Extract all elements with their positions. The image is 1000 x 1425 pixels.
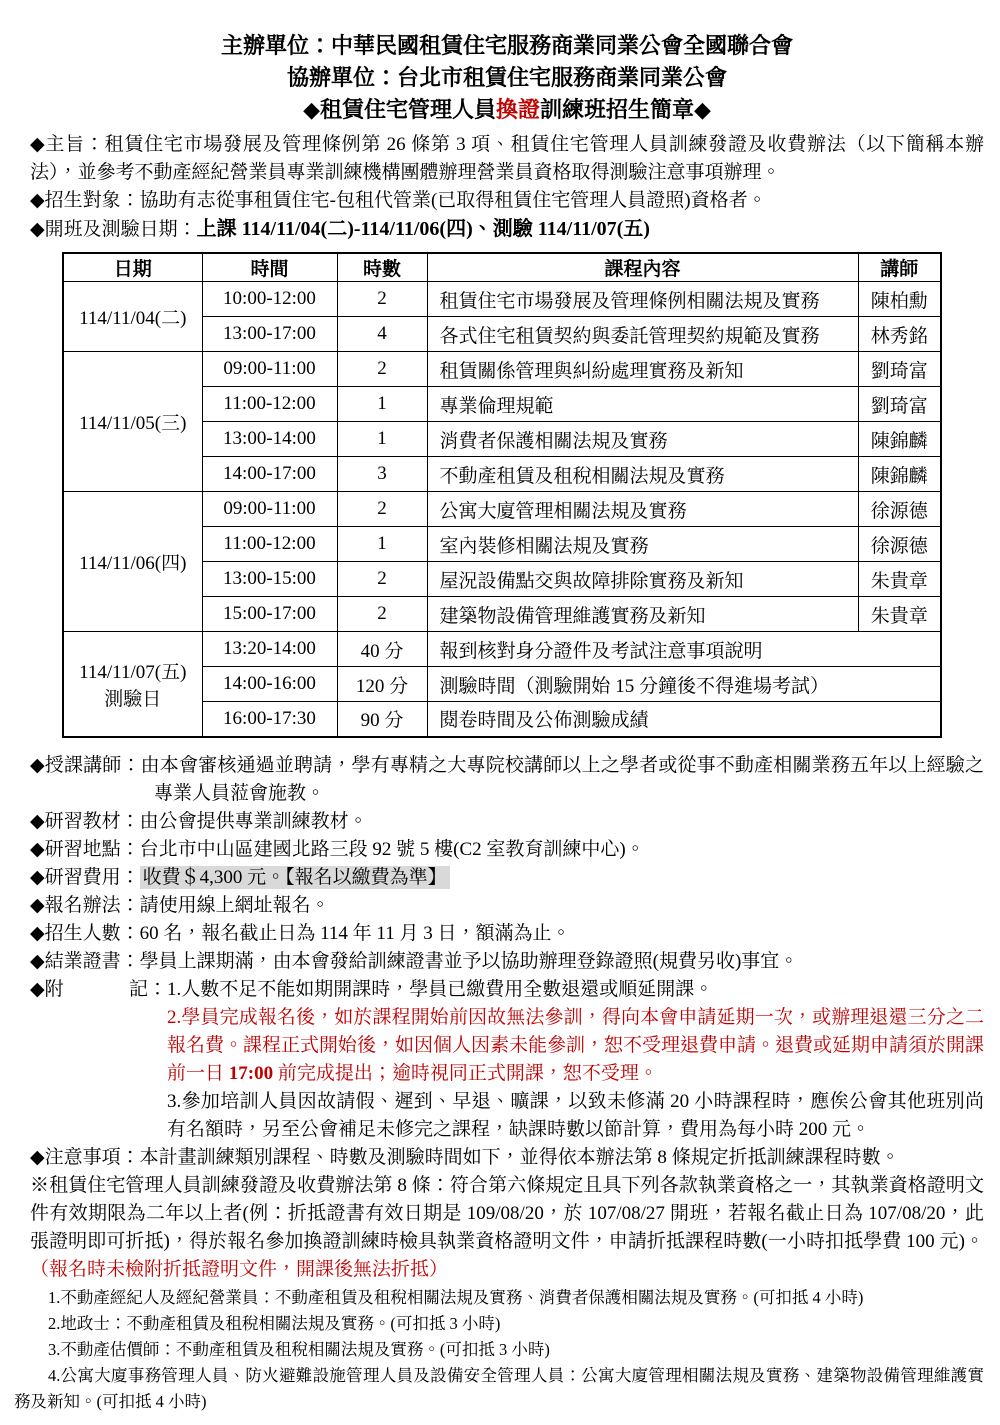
note-item-2-text: 2.學員完成報名後，如於課程開始前因故無法參訓，得向本會申請延期一次，或辦理退還三分之二報名費。課程正式開始後，如因個人因素未能參訓，恕不受理退費申請。退費或延期申請須於開課前一日 xyxy=(167,1006,985,1084)
content-cell: 不動產租賃及租稅相關法規及實務 xyxy=(427,457,858,492)
registration-paragraph: ◆報名辦法：請使用線上網址報名。 xyxy=(30,894,330,916)
notice-title-highlight: 換證 xyxy=(495,97,540,122)
time-cell: 09:00-11:00 xyxy=(202,352,337,387)
lecturer-cell: 陳錦麟 xyxy=(858,457,941,492)
hours-cell: 2 xyxy=(337,282,427,317)
notice-title xyxy=(30,94,984,126)
notes-body xyxy=(167,976,984,1144)
time-cell: 11:00-12:00 xyxy=(202,527,337,562)
organizer-line: 主辦單位：中華民國租賃住宅服務商業同業公會全國聯合會 xyxy=(220,33,793,58)
table-row xyxy=(63,352,941,387)
content-cell: 租賃住宅市場發展及管理條例相關法規及實務 xyxy=(427,282,858,317)
content-cell: 報到核對身分證件及考試注意事項說明 xyxy=(427,632,941,667)
time-cell: 09:00-11:00 xyxy=(202,492,337,527)
content-cell: 專業倫理規範 xyxy=(427,387,858,422)
content-cell: 公寓大廈管理相關法規及實務 xyxy=(427,492,858,527)
note-item-3: 3.參加培訓人員因故請假、遲到、早退、曠課，以致未修滿 20 小時課程時，應俟公會其他班別尚有名額時，另至公會補足未修完之課程，缺課時數以節計算，費用為每小時 200 元。 xyxy=(167,1090,984,1140)
schedule-dates: 上課 114/11/04(二)-114/11/06(四)、測驗 114/11/07(五) xyxy=(196,218,650,240)
lecturer-cell: 徐源德 xyxy=(858,527,941,562)
course-schedule-table xyxy=(62,252,942,738)
note-item-2-deadline: 17:00 xyxy=(228,1062,274,1084)
hours-cell: 4 xyxy=(337,317,427,352)
table-row xyxy=(63,492,941,527)
date-cell: 114/11/05(三) xyxy=(63,352,202,492)
schedule-paragraph xyxy=(30,215,984,244)
fee-highlight: 收費＄4,300 元。【報名以繳費為準】 xyxy=(140,866,450,889)
content-cell: 租賃關係管理與糾紛處理實務及新知 xyxy=(427,352,858,387)
lecturer-cell: 劉琦富 xyxy=(858,387,941,422)
notes-label-right: 記： xyxy=(128,978,167,1000)
col-header-hours: 時數 xyxy=(337,253,427,282)
content-cell: 各式住宅租賃契約與委託管理契約規範及實務 xyxy=(427,317,858,352)
date-cell: 114/11/06(四) xyxy=(63,492,202,632)
hours-cell: 40 分 xyxy=(337,632,427,667)
exam-date: 114/11/07(五) xyxy=(79,661,187,683)
content-cell: 室內裝修相關法規及實務 xyxy=(427,527,858,562)
content-cell: 閱卷時間及公佈測驗成績 xyxy=(427,702,941,737)
lecturer-cell: 陳錦麟 xyxy=(858,422,941,457)
col-header-date: 日期 xyxy=(63,253,202,282)
materials-paragraph: ◆研習教材：由公會提供專業訓練教材。 xyxy=(30,810,368,832)
audience-paragraph: ◆招生對象：協助有志從事租賃住宅-包租代管業(已取得租賃住宅管理人員證照)資格者。 xyxy=(30,190,767,211)
schedule-label: ◆開班及測驗日期： xyxy=(30,219,197,240)
time-cell: 13:00-14:00 xyxy=(202,422,337,457)
hours-cell: 2 xyxy=(337,597,427,632)
deduction-item-1: 1.不動產經紀人及經紀營業員：不動產租賃及租稅相關法規及實務、消費者保護相關法規及實務。(可扣抵 4 小時) xyxy=(48,1287,864,1307)
notes-label xyxy=(30,976,167,1144)
certificate-paragraph: ◆結業證書：學員上課期滿，由本會發給訓練證書並予以協助辦理登錄證照(規費另收)事宜。 xyxy=(30,950,799,972)
instructor-value: 由本會審核通過並聘請，學有專精之大專院校講師以上之學者或從事不動產相關業務五年以上經驗之專業人員蒞會施教。 xyxy=(140,754,984,804)
hours-cell: 2 xyxy=(337,352,427,387)
hours-cell: 90 分 xyxy=(337,702,427,737)
note-item-2 xyxy=(167,1004,984,1088)
location-paragraph: ◆研習地點：台北市中山區建國北路三段 92 號 5 樓(C2 室教育訓練中心)。 xyxy=(30,838,645,860)
col-header-content: 課程內容 xyxy=(427,253,858,282)
lecturer-cell: 徐源德 xyxy=(858,492,941,527)
deduction-item-2: 2.地政士：不動產租賃及租稅相關法規及實務。(可扣抵 3 小時) xyxy=(48,1313,501,1333)
time-cell: 13:00-17:00 xyxy=(202,317,337,352)
deduction-item-4: 4.公寓大廈事務管理人員、防火避難設施管理人員及設備安全管理人員：公寓大廈管理相關法規及實務、建築物設備管理維護實務及新知。(可扣抵 4 小時) xyxy=(14,1365,984,1411)
time-cell: 15:00-17:00 xyxy=(202,597,337,632)
fee-paragraph xyxy=(30,864,984,892)
lecturer-cell: 朱貴章 xyxy=(858,562,941,597)
time-cell: 13:00-15:00 xyxy=(202,562,337,597)
lecturer-cell: 陳柏勳 xyxy=(858,282,941,317)
hours-cell: 1 xyxy=(337,527,427,562)
instructor-label: ◆授課講師： xyxy=(30,754,141,776)
table-row xyxy=(63,282,941,317)
hours-cell: 2 xyxy=(337,562,427,597)
instructor-paragraph xyxy=(30,752,984,808)
note-item-2-tail: 前完成提出；逾時視同正式開課，恕不受理。 xyxy=(273,1062,658,1084)
notes-section xyxy=(30,976,984,1144)
time-cell: 16:00-17:30 xyxy=(202,702,337,737)
lecturer-cell: 劉琦富 xyxy=(858,352,941,387)
time-cell: 14:00-16:00 xyxy=(202,667,337,702)
notes-label-left: ◆附 xyxy=(30,978,64,1000)
lecturer-cell: 林秀銘 xyxy=(858,317,941,352)
rule-warning: （報名時未檢附折抵證明文件，開課後無法折抵） xyxy=(30,1258,449,1280)
fee-label: ◆研習費用： xyxy=(30,866,140,888)
hours-cell: 1 xyxy=(337,387,427,422)
capacity-paragraph: ◆招生人數：60 名，報名截止日為 114 年 11 月 3 日，額滿為止。 xyxy=(30,922,571,944)
rule-text: ※租賃住宅管理人員訓練發證及收費辦法第 8 條：符合第六條規定且具下列各款執業資格之一，其執業資格證明文件有效期限為二年以上者(例：折抵證書有效日期是 109/08/20，於 107/08/27 開班，若報名截止日為 107/08/20，此張證明即可折抵)，得於報名參加換證訓練時檢具執業資格證明文件，申請折抵課程時數(一小時扣抵學費 100 元)。 xyxy=(30,1174,984,1252)
hours-cell: 3 xyxy=(337,457,427,492)
content-cell: 測驗時間（測驗開始 15 分鐘後不得進場考試） xyxy=(427,667,941,702)
content-cell: 建築物設備管理維護實務及新知 xyxy=(427,597,858,632)
col-header-time: 時間 xyxy=(202,253,337,282)
deduction-item-3: 3.不動產估價師：不動產租賃及租稅相關法規及實務。(可扣抵 3 小時) xyxy=(48,1339,550,1359)
lecturer-cell: 朱貴章 xyxy=(858,597,941,632)
note-item-1: 1.人數不足不能如期開課時，學員已繳費用全數退還或順延開課。 xyxy=(167,978,714,1000)
co-organizer-line: 協辦單位：台北市租賃住宅服務商業同業公會 xyxy=(286,65,727,90)
content-cell: 消費者保護相關法規及實務 xyxy=(427,422,858,457)
notice-title-prefix: ◆租賃住宅管理人員 xyxy=(303,97,496,122)
time-cell: 13:20-14:00 xyxy=(202,632,337,667)
hours-cell: 2 xyxy=(337,492,427,527)
table-row xyxy=(63,632,941,667)
notice-title-suffix: 訓練班招生簡章◆ xyxy=(540,97,711,122)
rule-paragraph xyxy=(30,1172,984,1284)
time-cell: 14:00-17:00 xyxy=(202,457,337,492)
content-cell: 屋況設備點交與故障排除實務及新知 xyxy=(427,562,858,597)
title-block xyxy=(30,30,984,126)
exam-date-note: 測驗日 xyxy=(104,688,162,710)
date-cell xyxy=(63,632,202,737)
purpose-paragraph: ◆主旨：租賃住宅市場發展及管理條例第 26 條第 3 項、租賃住宅管理人員訓練發證及收費辦法（以下簡稱本辦法），並參考不動產經紀營業員專業訓練機構團體辦理營業員資格取得測驗注意事項辦理。 xyxy=(30,134,984,183)
date-cell: 114/11/04(二) xyxy=(63,282,202,352)
col-header-lecturer: 講師 xyxy=(858,253,941,282)
time-cell: 11:00-12:00 xyxy=(202,387,337,422)
hours-cell: 1 xyxy=(337,422,427,457)
time-cell: 10:00-12:00 xyxy=(202,282,337,317)
hours-cell: 120 分 xyxy=(337,667,427,702)
table-header-row xyxy=(63,253,941,282)
deduction-list xyxy=(14,1285,984,1415)
attention-paragraph: ◆注意事項：本計畫訓練類別課程、時數及測驗時間如下，並得依本辦法第 8 條規定折抵訓練課程時數。 xyxy=(30,1146,900,1168)
